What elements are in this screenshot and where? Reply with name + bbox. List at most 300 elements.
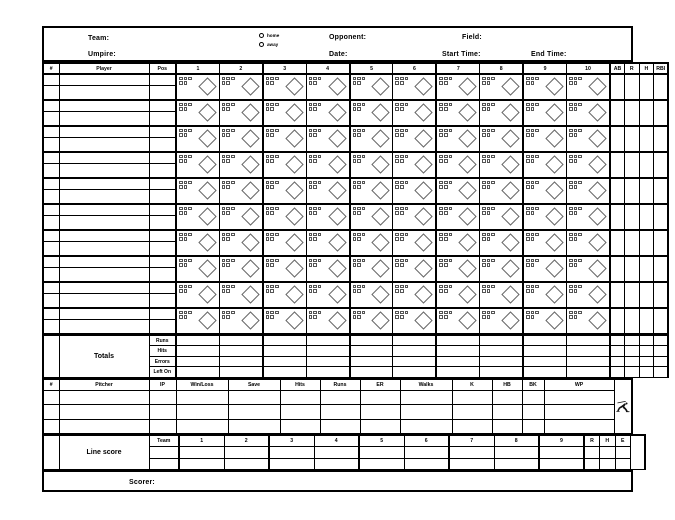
ball-box[interactable] [309, 77, 313, 81]
ball-box[interactable] [531, 103, 535, 107]
strike-box[interactable] [574, 237, 578, 241]
base-diamond-icon[interactable] [241, 103, 259, 121]
batter-name-cell[interactable] [59, 126, 149, 137]
ball-box[interactable] [405, 129, 409, 133]
at-bat-cell[interactable] [567, 283, 609, 307]
strike-box[interactable] [482, 159, 486, 163]
strike-box[interactable] [444, 263, 448, 267]
inning-9-cell[interactable] [523, 178, 566, 204]
batter-position-cell[interactable] [149, 152, 176, 163]
ball-box[interactable] [188, 259, 192, 263]
base-diamond-icon[interactable] [198, 207, 216, 225]
ball-box[interactable] [449, 103, 453, 107]
stat-h-cell[interactable] [639, 230, 654, 256]
ball-box[interactable] [353, 155, 357, 159]
at-bat-cell[interactable] [524, 257, 566, 281]
batter-position-cell[interactable] [149, 74, 176, 85]
ball-box[interactable] [318, 77, 322, 81]
ball-box[interactable] [491, 311, 495, 315]
ball-box[interactable] [400, 285, 404, 289]
at-bat-cell[interactable] [220, 231, 262, 255]
base-diamond-icon[interactable] [588, 259, 606, 277]
strike-box[interactable] [569, 81, 573, 85]
batter-number-cell[interactable] [43, 319, 59, 334]
ball-box[interactable] [179, 77, 183, 81]
inning-1-cell[interactable] [176, 256, 219, 282]
base-diamond-icon[interactable] [545, 103, 563, 121]
stat-ab-cell[interactable] [610, 152, 625, 178]
ball-box[interactable] [526, 233, 530, 237]
inning-5-cell[interactable] [350, 126, 393, 152]
strike-box[interactable] [526, 159, 530, 163]
strike-box[interactable] [353, 211, 357, 215]
ball-box[interactable] [357, 129, 361, 133]
pitch-k-cell[interactable] [452, 419, 492, 433]
strike-box[interactable] [487, 133, 491, 137]
strike-box[interactable] [266, 263, 270, 267]
batter-number-cell[interactable] [43, 163, 59, 178]
at-bat-cell[interactable] [524, 75, 566, 99]
strike-box[interactable] [309, 133, 313, 137]
pitch-wp-cell[interactable] [544, 419, 614, 433]
strike-box[interactable] [357, 211, 361, 215]
base-diamond-icon[interactable] [501, 259, 519, 277]
ball-box[interactable] [188, 155, 192, 159]
base-diamond-icon[interactable] [545, 311, 563, 329]
ball-box[interactable] [449, 77, 453, 81]
stat-r-cell[interactable] [625, 308, 640, 334]
ball-box[interactable] [313, 103, 317, 107]
strike-box[interactable] [487, 237, 491, 241]
ball-box[interactable] [531, 129, 535, 133]
ball-box[interactable] [526, 155, 530, 159]
at-bat-cell[interactable] [264, 257, 306, 281]
at-bat-cell[interactable] [351, 101, 393, 125]
at-bat-cell[interactable] [307, 257, 349, 281]
strike-box[interactable] [353, 107, 357, 111]
base-diamond-icon[interactable] [328, 181, 346, 199]
base-diamond-icon[interactable] [285, 233, 303, 251]
strike-box[interactable] [574, 133, 578, 137]
at-bat-cell[interactable] [393, 153, 435, 177]
totals-stat-r-cell[interactable] [625, 356, 640, 367]
totals-inning-6-cell[interactable] [393, 335, 436, 346]
ball-box[interactable] [439, 311, 443, 315]
strike-box[interactable] [439, 159, 443, 163]
strike-box[interactable] [313, 133, 317, 137]
at-bat-cell[interactable] [393, 283, 435, 307]
ball-box[interactable] [309, 155, 313, 159]
strike-box[interactable] [270, 107, 274, 111]
at-bat-cell[interactable] [437, 127, 479, 151]
ball-box[interactable] [569, 233, 573, 237]
ball-box[interactable] [526, 129, 530, 133]
ball-box[interactable] [313, 129, 317, 133]
at-bat-cell[interactable] [351, 153, 393, 177]
ball-box[interactable] [275, 233, 279, 237]
inning-2-cell[interactable] [219, 282, 262, 308]
base-diamond-icon[interactable] [198, 233, 216, 251]
inning-6-cell[interactable] [393, 256, 436, 282]
inning-1-cell[interactable] [176, 152, 219, 178]
ball-box[interactable] [184, 77, 188, 81]
ball-box[interactable] [574, 207, 578, 211]
ball-box[interactable] [395, 207, 399, 211]
strike-box[interactable] [574, 185, 578, 189]
strike-box[interactable] [526, 211, 530, 215]
strike-box[interactable] [270, 263, 274, 267]
strike-box[interactable] [266, 107, 270, 111]
batter-position-cell[interactable] [149, 204, 176, 215]
totals-inning-5-cell[interactable] [350, 356, 393, 367]
at-bat-cell[interactable] [177, 257, 219, 281]
ball-box[interactable] [487, 129, 491, 133]
base-diamond-icon[interactable] [372, 207, 390, 225]
ball-box[interactable] [535, 311, 539, 315]
strike-box[interactable] [574, 107, 578, 111]
pitch-bk-cell[interactable] [522, 405, 544, 419]
pitch-wp-cell[interactable] [544, 390, 614, 404]
ball-box[interactable] [531, 207, 535, 211]
batter-number-cell[interactable] [43, 256, 59, 267]
inning-8-cell[interactable] [480, 74, 523, 100]
ball-box[interactable] [531, 259, 535, 263]
base-diamond-icon[interactable] [241, 207, 259, 225]
ball-box[interactable] [270, 77, 274, 81]
line-inning-5-cell[interactable] [359, 447, 404, 459]
batter-name-cell[interactable] [59, 178, 149, 189]
base-diamond-icon[interactable] [545, 77, 563, 95]
ball-box[interactable] [535, 155, 539, 159]
ball-box[interactable] [526, 259, 530, 263]
strike-box[interactable] [313, 185, 317, 189]
line-stat-h-cell[interactable] [600, 458, 616, 470]
strike-box[interactable] [179, 289, 183, 293]
strike-box[interactable] [179, 185, 183, 189]
pitch-walks-cell[interactable] [400, 390, 452, 404]
at-bat-cell[interactable] [480, 75, 522, 99]
at-bat-cell[interactable] [480, 283, 522, 307]
stat-rbi-cell[interactable] [654, 74, 669, 100]
strike-box[interactable] [482, 263, 486, 267]
strike-box[interactable] [222, 315, 226, 319]
batter-position-cell[interactable] [149, 178, 176, 189]
strike-box[interactable] [357, 159, 361, 163]
ball-box[interactable] [353, 311, 357, 315]
ball-box[interactable] [226, 233, 230, 237]
batter-number-cell[interactable] [43, 178, 59, 189]
at-bat-cell[interactable] [307, 205, 349, 229]
strike-box[interactable] [444, 159, 448, 163]
ball-box[interactable] [400, 181, 404, 185]
ball-box[interactable] [179, 233, 183, 237]
strike-box[interactable] [395, 211, 399, 215]
line-inning-7-cell[interactable] [449, 458, 494, 470]
strike-box[interactable] [222, 211, 226, 215]
inning-1-cell[interactable] [176, 126, 219, 152]
ball-box[interactable] [275, 181, 279, 185]
batter-name-cell[interactable] [59, 230, 149, 241]
base-diamond-icon[interactable] [459, 285, 477, 303]
strike-box[interactable] [569, 159, 573, 163]
line-inning-7-cell[interactable] [449, 447, 494, 459]
at-bat-cell[interactable] [393, 75, 435, 99]
at-bat-cell[interactable] [177, 75, 219, 99]
ball-box[interactable] [318, 259, 322, 263]
strike-box[interactable] [439, 289, 443, 293]
stat-rbi-cell[interactable] [654, 230, 669, 256]
ball-box[interactable] [405, 285, 409, 289]
at-bat-cell[interactable] [437, 101, 479, 125]
base-diamond-icon[interactable] [241, 155, 259, 173]
ball-box[interactable] [357, 77, 361, 81]
inning-10-cell[interactable] [567, 282, 610, 308]
ball-box[interactable] [531, 233, 535, 237]
at-bat-cell[interactable] [480, 309, 522, 333]
inning-10-cell[interactable] [567, 126, 610, 152]
inning-10-cell[interactable] [567, 74, 610, 100]
batter-position-cell[interactable] [149, 282, 176, 293]
pitch-hits-cell[interactable] [280, 419, 320, 433]
inning-2-cell[interactable] [219, 204, 262, 230]
inning-10-cell[interactable] [567, 230, 610, 256]
totals-stat-r-cell[interactable] [625, 346, 640, 357]
strike-box[interactable] [482, 185, 486, 189]
ball-box[interactable] [275, 129, 279, 133]
stat-ab-cell[interactable] [610, 178, 625, 204]
totals-stat-h-cell[interactable] [639, 367, 654, 378]
base-diamond-icon[interactable] [545, 181, 563, 199]
batter-number-cell[interactable] [43, 189, 59, 204]
at-bat-cell[interactable] [351, 179, 393, 203]
ball-box[interactable] [439, 259, 443, 263]
inning-9-cell[interactable] [523, 230, 566, 256]
ball-box[interactable] [318, 181, 322, 185]
at-bat-cell[interactable] [567, 127, 609, 151]
strike-box[interactable] [266, 237, 270, 241]
base-diamond-icon[interactable] [198, 77, 216, 95]
ball-box[interactable] [222, 129, 226, 133]
ball-box[interactable] [226, 155, 230, 159]
at-bat-cell[interactable] [220, 75, 262, 99]
inning-4-cell[interactable] [306, 100, 349, 126]
at-bat-cell[interactable] [393, 309, 435, 333]
ball-box[interactable] [184, 181, 188, 185]
ball-box[interactable] [222, 285, 226, 289]
at-bat-cell[interactable] [567, 257, 609, 281]
ball-box[interactable] [266, 77, 270, 81]
strike-box[interactable] [184, 315, 188, 319]
ball-box[interactable] [318, 103, 322, 107]
ball-box[interactable] [270, 181, 274, 185]
stat-h-cell[interactable] [639, 126, 654, 152]
at-bat-cell[interactable] [524, 283, 566, 307]
inning-3-cell[interactable] [263, 74, 306, 100]
inning-3-cell[interactable] [263, 204, 306, 230]
inning-5-cell[interactable] [350, 152, 393, 178]
stat-ab-cell[interactable] [610, 74, 625, 100]
strike-box[interactable] [184, 237, 188, 241]
ball-box[interactable] [482, 129, 486, 133]
ball-box[interactable] [578, 129, 582, 133]
batter-number-cell[interactable] [43, 282, 59, 293]
at-bat-cell[interactable] [524, 127, 566, 151]
ball-box[interactable] [357, 207, 361, 211]
strike-box[interactable] [487, 211, 491, 215]
at-bat-cell[interactable] [307, 153, 349, 177]
inning-8-cell[interactable] [480, 100, 523, 126]
totals-inning-8-cell[interactable] [480, 367, 523, 378]
at-bat-cell[interactable] [177, 153, 219, 177]
inning-7-cell[interactable] [436, 256, 479, 282]
strike-box[interactable] [357, 315, 361, 319]
ball-box[interactable] [569, 181, 573, 185]
strike-box[interactable] [309, 315, 313, 319]
ball-box[interactable] [491, 155, 495, 159]
totals-inning-2-cell[interactable] [219, 356, 262, 367]
strike-box[interactable] [526, 237, 530, 241]
ball-box[interactable] [362, 155, 366, 159]
pitch-win-loss-cell[interactable] [176, 390, 228, 404]
ball-box[interactable] [226, 259, 230, 263]
strike-box[interactable] [270, 211, 274, 215]
at-bat-cell[interactable] [567, 75, 609, 99]
pitch-pitcher-cell[interactable] [59, 390, 149, 404]
ball-box[interactable] [526, 77, 530, 81]
ball-box[interactable] [574, 181, 578, 185]
line-inning-4-cell[interactable] [314, 447, 359, 459]
at-bat-cell[interactable] [480, 205, 522, 229]
inning-3-cell[interactable] [263, 178, 306, 204]
ball-box[interactable] [318, 207, 322, 211]
ball-box[interactable] [275, 311, 279, 315]
batter-name-cell[interactable] [59, 308, 149, 319]
strike-box[interactable] [487, 81, 491, 85]
line-inning-8-cell[interactable] [494, 458, 539, 470]
ball-box[interactable] [188, 233, 192, 237]
base-diamond-icon[interactable] [372, 103, 390, 121]
strike-box[interactable] [526, 263, 530, 267]
inning-10-cell[interactable] [567, 308, 610, 334]
base-diamond-icon[interactable] [285, 129, 303, 147]
inning-2-cell[interactable] [219, 178, 262, 204]
strike-box[interactable] [353, 315, 357, 319]
inning-4-cell[interactable] [306, 230, 349, 256]
base-diamond-icon[interactable] [459, 233, 477, 251]
base-diamond-icon[interactable] [285, 155, 303, 173]
at-bat-cell[interactable] [220, 309, 262, 333]
strike-box[interactable] [357, 289, 361, 293]
batter-name-cell[interactable] [59, 241, 149, 256]
strike-box[interactable] [574, 211, 578, 215]
inning-4-cell[interactable] [306, 308, 349, 334]
line-inning-3-cell[interactable] [269, 458, 314, 470]
stat-r-cell[interactable] [625, 178, 640, 204]
ball-box[interactable] [362, 311, 366, 315]
totals-stat-ab-cell[interactable] [610, 367, 625, 378]
strike-box[interactable] [482, 315, 486, 319]
at-bat-cell[interactable] [351, 283, 393, 307]
totals-inning-9-cell[interactable] [523, 335, 566, 346]
ball-box[interactable] [487, 233, 491, 237]
ball-box[interactable] [578, 77, 582, 81]
strike-box[interactable] [531, 237, 535, 241]
totals-inning-8-cell[interactable] [480, 335, 523, 346]
batter-name-cell[interactable] [59, 163, 149, 178]
batter-position-cell[interactable] [149, 137, 176, 152]
ball-box[interactable] [313, 233, 317, 237]
ball-box[interactable] [357, 155, 361, 159]
batter-number-cell[interactable] [43, 111, 59, 126]
strike-box[interactable] [444, 211, 448, 215]
at-bat-cell[interactable] [480, 231, 522, 255]
batter-position-cell[interactable] [149, 163, 176, 178]
ball-box[interactable] [439, 207, 443, 211]
inning-5-cell[interactable] [350, 308, 393, 334]
base-diamond-icon[interactable] [459, 181, 477, 199]
totals-inning-10-cell[interactable] [567, 335, 610, 346]
batter-number-cell[interactable] [43, 293, 59, 308]
strike-box[interactable] [309, 81, 313, 85]
ball-box[interactable] [439, 129, 443, 133]
pitch-walks-cell[interactable] [400, 419, 452, 433]
at-bat-cell[interactable] [393, 205, 435, 229]
totals-inning-6-cell[interactable] [393, 367, 436, 378]
ball-box[interactable] [444, 285, 448, 289]
pitch-hb-cell[interactable] [492, 419, 522, 433]
strike-box[interactable] [270, 185, 274, 189]
base-diamond-icon[interactable] [588, 207, 606, 225]
ball-box[interactable] [444, 77, 448, 81]
stat-r-cell[interactable] [625, 256, 640, 282]
inning-8-cell[interactable] [480, 256, 523, 282]
base-diamond-icon[interactable] [285, 181, 303, 199]
base-diamond-icon[interactable] [328, 155, 346, 173]
strike-box[interactable] [526, 289, 530, 293]
ball-box[interactable] [449, 181, 453, 185]
at-bat-cell[interactable] [480, 257, 522, 281]
ball-box[interactable] [184, 207, 188, 211]
pitch-k-cell[interactable] [452, 390, 492, 404]
strike-box[interactable] [487, 289, 491, 293]
batter-name-cell[interactable] [59, 74, 149, 85]
ball-box[interactable] [353, 103, 357, 107]
ball-box[interactable] [395, 77, 399, 81]
strike-box[interactable] [444, 185, 448, 189]
totals-stat-r-cell[interactable] [625, 335, 640, 346]
batter-name-cell[interactable] [59, 137, 149, 152]
totals-inning-3-cell[interactable] [263, 367, 306, 378]
ball-box[interactable] [449, 285, 453, 289]
strike-box[interactable] [400, 81, 404, 85]
stat-r-cell[interactable] [625, 74, 640, 100]
at-bat-cell[interactable] [480, 153, 522, 177]
ball-box[interactable] [318, 233, 322, 237]
strike-box[interactable] [439, 237, 443, 241]
ball-box[interactable] [569, 129, 573, 133]
base-diamond-icon[interactable] [588, 233, 606, 251]
base-diamond-icon[interactable] [328, 311, 346, 329]
line-inning-9-cell[interactable] [539, 458, 584, 470]
strike-box[interactable] [574, 81, 578, 85]
ball-box[interactable] [487, 181, 491, 185]
batter-position-cell[interactable] [149, 111, 176, 126]
pitch-save-cell[interactable] [228, 390, 280, 404]
stat-ab-cell[interactable] [610, 100, 625, 126]
strike-box[interactable] [266, 289, 270, 293]
base-diamond-icon[interactable] [372, 233, 390, 251]
ball-box[interactable] [444, 181, 448, 185]
